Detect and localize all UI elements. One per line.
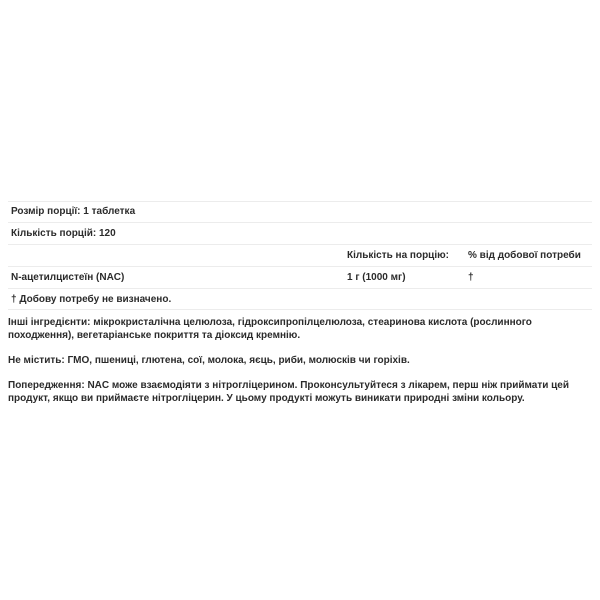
- daily-value-header: % від добової потреби: [468, 250, 581, 261]
- warning-statement: Попередження: NAC може взаємодіяти з нітрогліцерином. Проконсультуйтеся з лікарем, перш ніж приймати цей продукт, якщо ви приймаєте нітрогліцерин. У цьому продукті можуть виникати природні зміни кольору.: [8, 380, 569, 404]
- serving-size-row: [8, 201, 592, 222]
- ingredient-name: N-ацетилцистеїн (NAC): [11, 272, 125, 283]
- servings-per-container: Кількість порцій: 120: [11, 228, 116, 239]
- footnote: † Добову потребу не визначено.: [11, 294, 172, 305]
- servings-per-container-row: [8, 222, 592, 244]
- other-ingredients: Інші інгредієнти: мікрокристалічна целюлоза, гідроксипропілцелюлоза, стеаринова кислота (рослинного походження), вегетаріанське покриття та діоксид кремнію.: [8, 317, 532, 341]
- footnote-row: [8, 288, 592, 310]
- table-header-row: [8, 244, 592, 266]
- product-notes: [8, 316, 592, 417]
- serving-size: Розмір порції: 1 таблетка: [11, 206, 136, 217]
- amount-per-serving-header: Кількість на порцію:: [347, 250, 449, 261]
- ingredient-amount: 1 г (1000 мг): [347, 272, 406, 283]
- ingredient-daily-value: †: [468, 272, 474, 283]
- free-of-statement: Не містить: ГМО, пшениці, глютена, сої, молока, яєць, риби, молюсків чи горіхів.: [8, 355, 410, 366]
- supplement-facts-table: [8, 201, 592, 310]
- table-row: [8, 266, 592, 288]
